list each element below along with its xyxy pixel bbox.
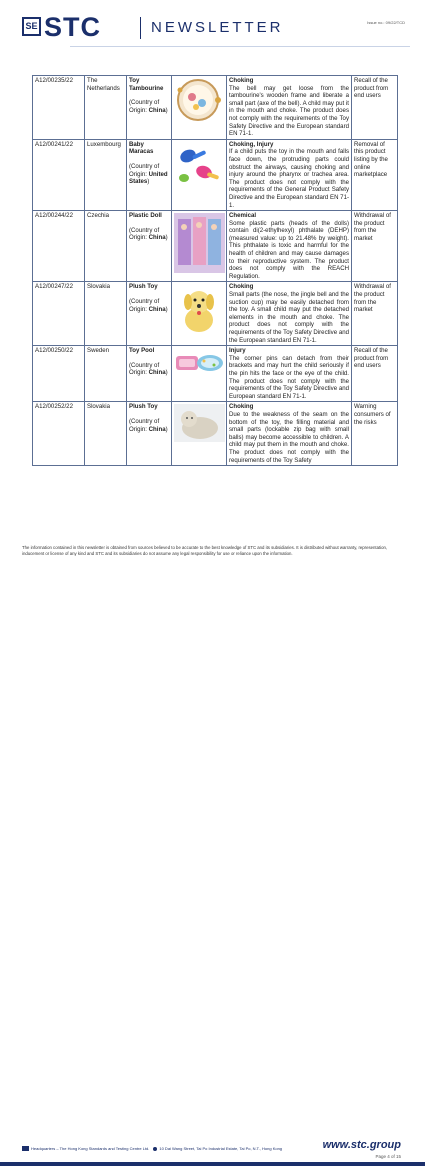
maracas-image bbox=[174, 142, 225, 186]
risk-description: Small parts (the nose, the jingle bell and the suction cup) may be easily detached from the toy. A small child may put the detached elements in the mouth and choke. The product does not comply with the requirements of the Toy Safety Directive and the European standard EN 71-1. bbox=[229, 291, 349, 344]
notifying-country: Czechia bbox=[85, 211, 127, 282]
disclaimer: The information contained in this newsletter is obtained from sources believed to be accurate to the best knowledge of STC and its subsidiaries. It is distributed without warranty, representation, inducement or license of any kind and STC and its subsidiaries do not assume any legal responsibility for use or reliance upon the information. bbox=[22, 545, 388, 556]
product-name: Baby Maracas bbox=[129, 140, 154, 156]
alert-reference: A12/00241/22 bbox=[33, 139, 85, 210]
risk-description: The bell may get loose from the tambourine's wooden frame and liberate a small part (axe of the bell). A child may put it in the mouth and choke. The product does not comply with the requirements of the Toy Safety Directive and the European standard EN 71-1. bbox=[229, 84, 349, 138]
product-name: Plush Toy bbox=[129, 403, 158, 411]
tambourine-image bbox=[174, 78, 225, 122]
hq-name: Headquarters – The Hong Kong Standards and Testing Centre Ltd. bbox=[31, 1146, 150, 1151]
product-cell bbox=[127, 76, 172, 140]
risk-type: Choking bbox=[229, 403, 254, 411]
risk-cell bbox=[227, 139, 352, 210]
product-cell bbox=[127, 402, 172, 466]
product-cell bbox=[127, 211, 172, 282]
stc-logo-mark: SE bbox=[22, 17, 41, 36]
measures-taken: Removal of this product listing by the online marketplace bbox=[352, 139, 398, 210]
product-cell bbox=[127, 346, 172, 402]
alert-reference: A12/00250/22 bbox=[33, 346, 85, 402]
table-row bbox=[33, 139, 398, 210]
measures-taken: Warning consumers of the risks bbox=[352, 402, 398, 466]
plush-dog-image bbox=[174, 284, 225, 336]
stc-logo-text: STC bbox=[44, 12, 101, 42]
country-of-origin: (Country of Origin: China) bbox=[129, 298, 168, 313]
product-cell bbox=[127, 282, 172, 346]
alert-reference: A12/00235/22 bbox=[33, 76, 85, 140]
risk-description: The corner pins can detach from their brackets and may hurt the child seriously if the pin hits the face or the eye of the child. The product does not comply with the requirements of the Toy Safety Directive and European standard EN 71-1. bbox=[229, 354, 349, 400]
product-name: Plastic Doll bbox=[129, 212, 162, 220]
risk-type: Chemical bbox=[229, 212, 257, 220]
logo-divider bbox=[140, 17, 141, 39]
newsletter-title: NEWSLETTER bbox=[151, 19, 284, 36]
risk-cell bbox=[227, 282, 352, 346]
plastic-doll-image bbox=[174, 213, 225, 273]
product-image bbox=[172, 76, 227, 140]
country-of-origin: (Country of Origin: China) bbox=[129, 99, 168, 114]
product-image bbox=[172, 282, 227, 346]
building-icon bbox=[22, 1146, 29, 1151]
measures-taken: Withdrawal of the product from the market bbox=[352, 211, 398, 282]
hq-address: 10 Dai Wang Street, Tai Po Industrial Estate, Tai Po, N.T., Hong Kong bbox=[159, 1146, 283, 1151]
recall-table bbox=[32, 75, 398, 466]
risk-cell bbox=[227, 402, 352, 466]
product-name: Toy Tambourine bbox=[129, 77, 164, 92]
risk-type: Injury bbox=[229, 347, 246, 355]
table-row bbox=[33, 76, 398, 140]
risk-cell bbox=[227, 76, 352, 140]
product-name: Toy Pool bbox=[129, 347, 155, 355]
risk-description: Due to the weakness of the seam on the bottom of the toy, the filling material and small parts (lockable zip bag with small balls) may become accessible to children. A child may put them in the mouth and choke. The product does not comply with the requirements of the Toy Safety bbox=[229, 410, 349, 464]
product-cell bbox=[127, 139, 172, 210]
alert-reference: A12/00252/22 bbox=[33, 402, 85, 466]
notifying-country: Slovakia bbox=[85, 282, 127, 346]
table-row bbox=[33, 282, 398, 346]
notifying-country: Sweden bbox=[85, 346, 127, 402]
country-of-origin: (Country of Origin: China) bbox=[129, 417, 168, 433]
footer-stripe bbox=[0, 1162, 425, 1166]
page-number: Page 4 of 15 bbox=[375, 1154, 401, 1159]
website-link[interactable]: www.stc.group bbox=[322, 1139, 401, 1151]
alert-reference: A12/00244/22 bbox=[33, 211, 85, 282]
product-image bbox=[172, 139, 227, 210]
risk-cell bbox=[227, 211, 352, 282]
risk-type: Choking bbox=[229, 283, 254, 291]
plush-toy-image bbox=[174, 404, 225, 442]
measures-taken: Withdrawal of the product from the market bbox=[352, 282, 398, 346]
notifying-country: Slovakia bbox=[85, 402, 127, 466]
product-image bbox=[172, 402, 227, 466]
table-row bbox=[33, 211, 398, 282]
toy-pool-image bbox=[174, 348, 225, 378]
risk-type: Choking, Injury bbox=[229, 140, 274, 148]
alert-reference: A12/00247/22 bbox=[33, 282, 85, 346]
notifying-country: The Netherlands bbox=[85, 76, 127, 140]
measures-taken: Recall of the product from end users bbox=[352, 76, 398, 140]
page-footer bbox=[0, 566, 425, 1159]
footer-address bbox=[22, 1146, 282, 1151]
table-row bbox=[33, 402, 398, 466]
location-pin-icon bbox=[153, 1147, 157, 1151]
product-image bbox=[172, 346, 227, 402]
product-image bbox=[172, 211, 227, 282]
country-of-origin: (Country of Origin: China) bbox=[129, 361, 168, 377]
measures-taken: Recall of the product from end users bbox=[352, 346, 398, 402]
notifying-country: Luxembourg bbox=[85, 139, 127, 210]
risk-cell bbox=[227, 346, 352, 402]
issue-number: Issue no.: 09/22/TCD bbox=[367, 20, 405, 25]
risk-description: If a child puts the toy in the mouth and falls face down, the protruding parts could obstruct the airways, causing choking and injury around the pharynx or trachea area. The product does not comply with the requirements of the General Product Safety Directive and the European standard EN 71-1. bbox=[229, 148, 349, 209]
newsletter-header bbox=[0, 0, 425, 60]
product-name: Plush Toy bbox=[129, 283, 158, 291]
table-row bbox=[33, 346, 398, 402]
risk-description: Some plastic parts (heads of the dolls) contain di(2-ethylhexyl) phthalate (DEHP) (measured value: up to 21.48% by weight). This phthalate is toxic and harmful for the health of children and may cause damages to their reproductive system. The product does not comply with the REACH Regulation. bbox=[229, 219, 349, 280]
risk-type: Choking bbox=[229, 77, 254, 84]
country-of-origin: (Country of Origin: China) bbox=[129, 226, 168, 242]
header-rule bbox=[70, 46, 410, 47]
country-of-origin: (Country of Origin: United States) bbox=[129, 162, 168, 186]
